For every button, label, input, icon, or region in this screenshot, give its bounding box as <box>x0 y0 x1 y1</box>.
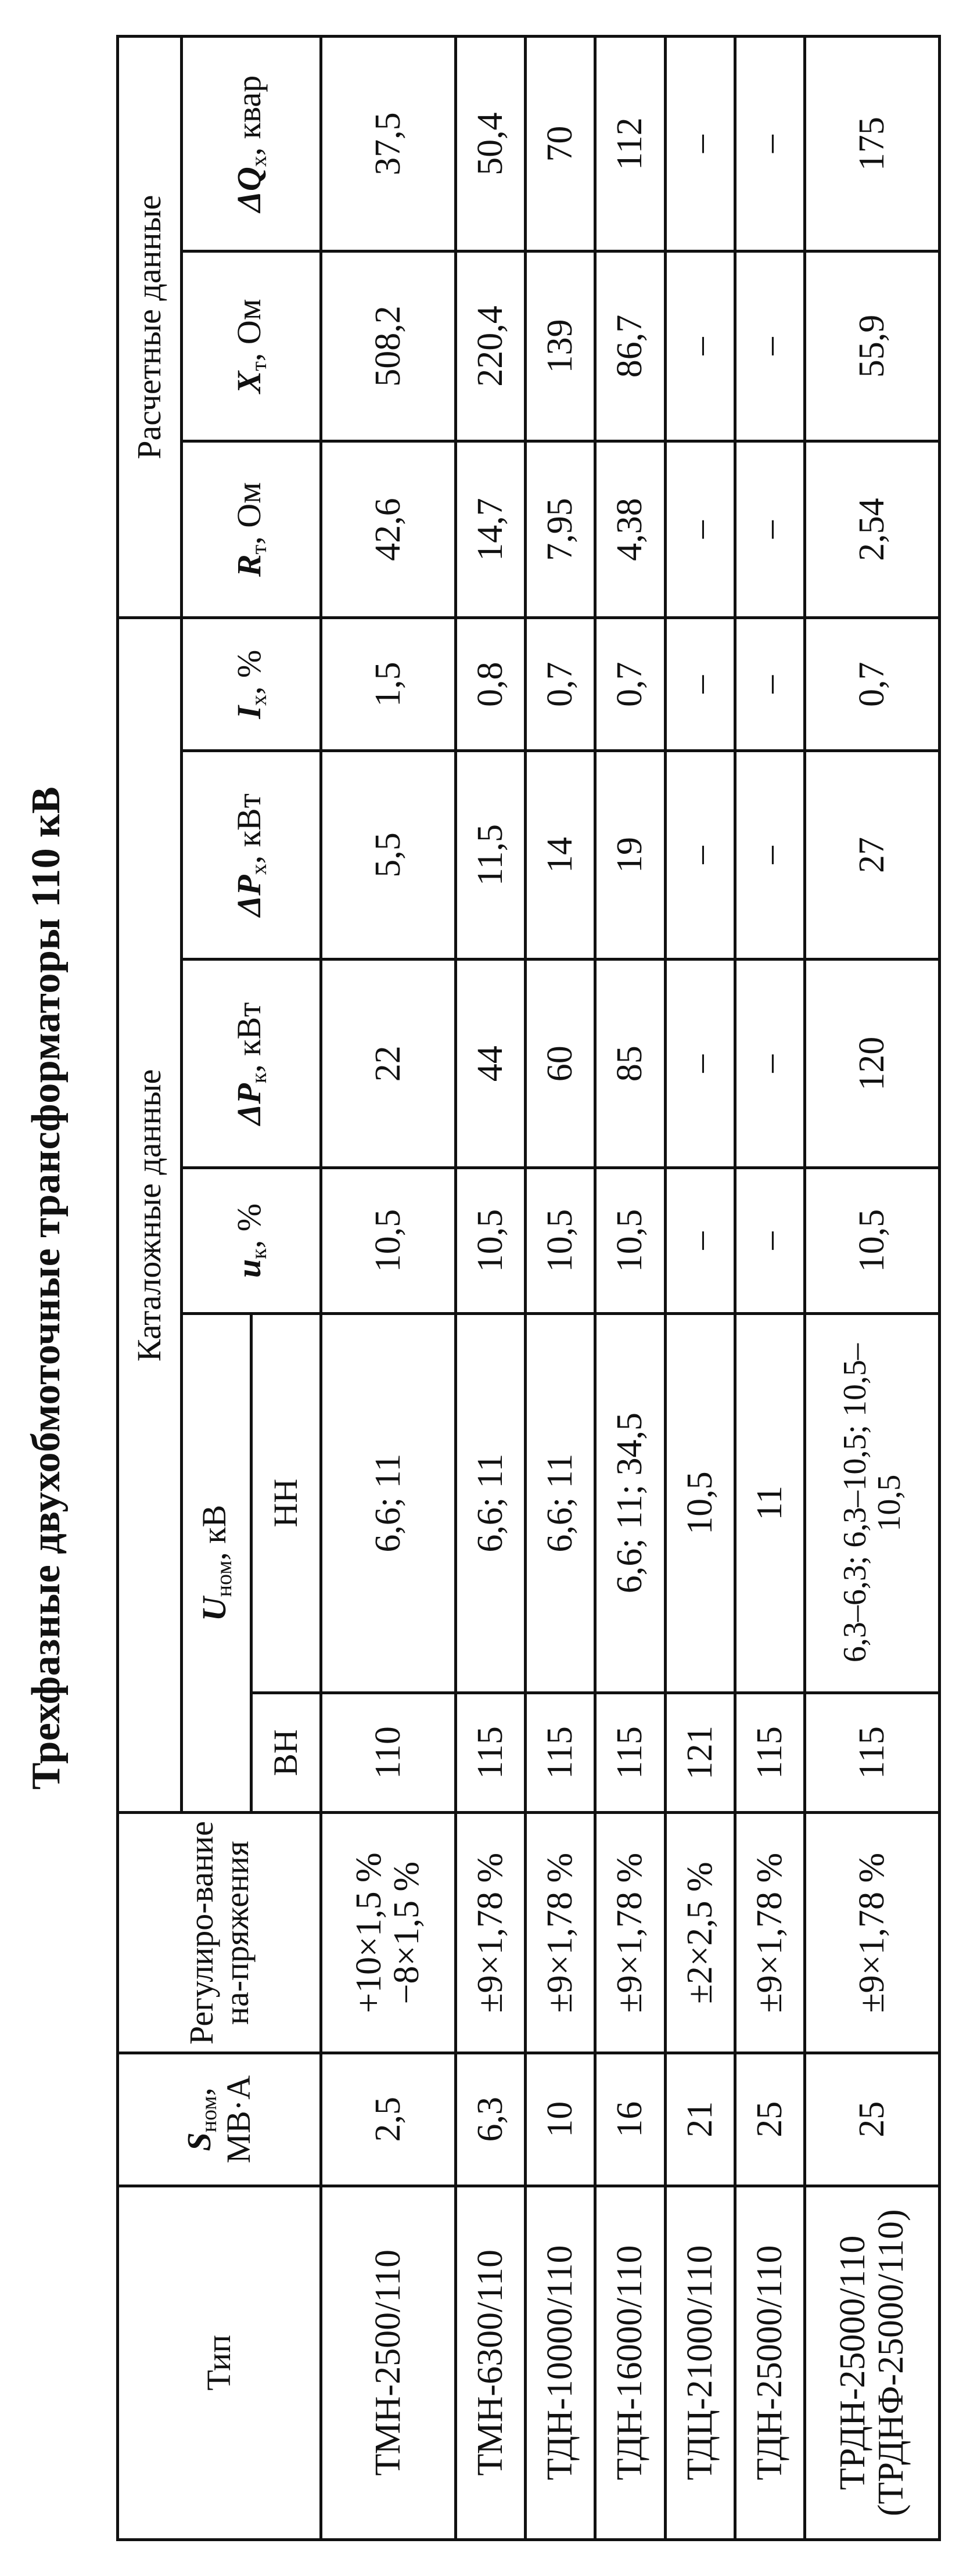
cell-reg: ±9×1,78 % <box>735 1813 804 2053</box>
header-xt: $X_т$, Ом <box>182 252 321 441</box>
cell-xt: 55,9 <box>805 252 940 441</box>
cell-dqx: 112 <box>595 37 665 252</box>
cell-ix: 1,5 <box>321 618 456 751</box>
cell-rt: 7,95 <box>526 441 595 618</box>
cell-dpk: 120 <box>805 960 940 1168</box>
cell-snom: 16 <box>595 2053 665 2186</box>
cell-dpk: 60 <box>526 960 595 1168</box>
header-dpk: $\Delta P_к$, кВт <box>182 960 321 1168</box>
header-uk: $u_к$, % <box>182 1168 321 1313</box>
cell-snom: 10 <box>526 2053 595 2186</box>
cell-dqx: – <box>735 37 804 252</box>
header-rt: $R_т$, Ом <box>182 441 321 618</box>
table-row <box>455 37 525 2540</box>
cell-reg: ±2×2,5 % <box>665 1813 735 2053</box>
page-title: Трехфазные двухобмоточные трансформаторы 110 кВ <box>24 786 69 1790</box>
cell-dpx: 5,5 <box>321 750 456 959</box>
header-catalog: Каталожные данные <box>118 618 182 1813</box>
cell-snom: 21 <box>665 2053 735 2186</box>
cell-snom: 25 <box>805 2053 940 2186</box>
cell-dqx: 175 <box>805 37 940 252</box>
cell-type: ТРДН-25000/110 (ТРДНФ-25000/110) <box>805 2186 940 2539</box>
cell-uk: 10,5 <box>595 1168 665 1313</box>
cell-rt: – <box>665 441 735 618</box>
cell-ix: 0,7 <box>805 618 940 751</box>
header-dpx: $\Delta P_x$, кВт <box>182 750 321 959</box>
cell-dpk: 85 <box>595 960 665 1168</box>
header-type: Тип <box>118 2186 321 2539</box>
cell-dpx: – <box>735 750 804 959</box>
cell-type: ТДЦ-21000/110 <box>665 2186 735 2539</box>
cell-vn: 121 <box>665 1693 735 1813</box>
cell-rt: 14,7 <box>455 441 525 618</box>
cell-rt: 4,38 <box>595 441 665 618</box>
cell-dpk: – <box>665 960 735 1168</box>
cell-nn: 6,6; 11 <box>321 1313 456 1693</box>
cell-uk: 10,5 <box>455 1168 525 1313</box>
cell-type: ТДН-25000/110 <box>735 2186 804 2539</box>
cell-snom: 25 <box>735 2053 804 2186</box>
header-dqx: $\Delta Q_x$, квар <box>182 37 321 252</box>
cell-dqx: 70 <box>526 37 595 252</box>
cell-ix: – <box>735 618 804 751</box>
cell-ix: 0,7 <box>526 618 595 751</box>
cell-dpk: 44 <box>455 960 525 1168</box>
cell-xt: 508,2 <box>321 252 456 441</box>
cell-rt: 2,54 <box>805 441 940 618</box>
cell-dqx: 50,4 <box>455 37 525 252</box>
cell-vn: 115 <box>805 1693 940 1813</box>
cell-dpk: – <box>735 960 804 1168</box>
cell-nn: 11 <box>735 1313 804 1693</box>
cell-nn: 10,5 <box>665 1313 735 1693</box>
cell-dqx: – <box>665 37 735 252</box>
cell-nn: 6,6; 11; 34,5 <box>595 1313 665 1693</box>
cell-uk: 10,5 <box>526 1168 595 1313</box>
cell-nn: 6,6; 11 <box>526 1313 595 1693</box>
cell-rt: – <box>735 441 804 618</box>
cell-ix: 0,8 <box>455 618 525 751</box>
cell-dpx: 11,5 <box>455 750 525 959</box>
cell-dpk: 22 <box>321 960 456 1168</box>
cell-vn: 115 <box>735 1693 804 1813</box>
header-calc: Расчетные данные <box>118 37 182 618</box>
cell-uk: – <box>735 1168 804 1313</box>
header-nn: НН <box>252 1313 321 1693</box>
cell-dpx: 19 <box>595 750 665 959</box>
cell-dpx: 14 <box>526 750 595 959</box>
table-row <box>805 37 940 2540</box>
header-regulation: Регулиро-вание на-пряжения <box>118 1813 321 2053</box>
cell-type: ТМН-6300/110 <box>455 2186 525 2539</box>
cell-nn: 6,6; 11 <box>455 1313 525 1693</box>
cell-uk: 10,5 <box>805 1168 940 1313</box>
header-unom: $U_{ном}$, кВ <box>182 1313 252 1813</box>
cell-xt: – <box>665 252 735 441</box>
header-vn: ВН <box>252 1693 321 1813</box>
table-body <box>321 37 940 2540</box>
cell-ix: – <box>665 618 735 751</box>
cell-snom: 2,5 <box>321 2053 456 2186</box>
header-snom: $S_{ном}$, МВ·А <box>118 2053 321 2186</box>
cell-type: ТДН-16000/110 <box>595 2186 665 2539</box>
cell-uk: – <box>665 1168 735 1313</box>
table-row <box>321 37 456 2540</box>
cell-vn: 115 <box>455 1693 525 1813</box>
table-row <box>735 37 804 2540</box>
table-row <box>665 37 735 2540</box>
cell-xt: 220,4 <box>455 252 525 441</box>
cell-vn: 115 <box>526 1693 595 1813</box>
cell-uk: 10,5 <box>321 1168 456 1313</box>
cell-reg: ±9×1,78 % <box>526 1813 595 2053</box>
table-row <box>526 37 595 2540</box>
cell-vn: 115 <box>595 1693 665 1813</box>
cell-ix: 0,7 <box>595 618 665 751</box>
cell-reg: +10×1,5 % −8×1,5 % <box>321 1813 456 2053</box>
cell-type: ТДН-10000/110 <box>526 2186 595 2539</box>
cell-dpx: – <box>665 750 735 959</box>
table-row <box>595 37 665 2540</box>
cell-reg: ±9×1,78 % <box>455 1813 525 2053</box>
cell-dqx: 37,5 <box>321 37 456 252</box>
header-ix: $I_x$, % <box>182 618 321 751</box>
cell-rt: 42,6 <box>321 441 456 618</box>
cell-xt: 86,7 <box>595 252 665 441</box>
cell-dpx: 27 <box>805 750 940 959</box>
cell-nn: 6,3–6,3; 6,3–10,5; 10,5–10,5 <box>805 1313 940 1693</box>
cell-xt: 139 <box>526 252 595 441</box>
cell-vn: 110 <box>321 1693 456 1813</box>
cell-reg: ±9×1,78 % <box>805 1813 940 2053</box>
cell-type: ТМН-2500/110 <box>321 2186 456 2539</box>
transformer-table <box>116 35 941 2541</box>
cell-xt: – <box>735 252 804 441</box>
cell-snom: 6,3 <box>455 2053 525 2186</box>
cell-reg: ±9×1,78 % <box>595 1813 665 2053</box>
